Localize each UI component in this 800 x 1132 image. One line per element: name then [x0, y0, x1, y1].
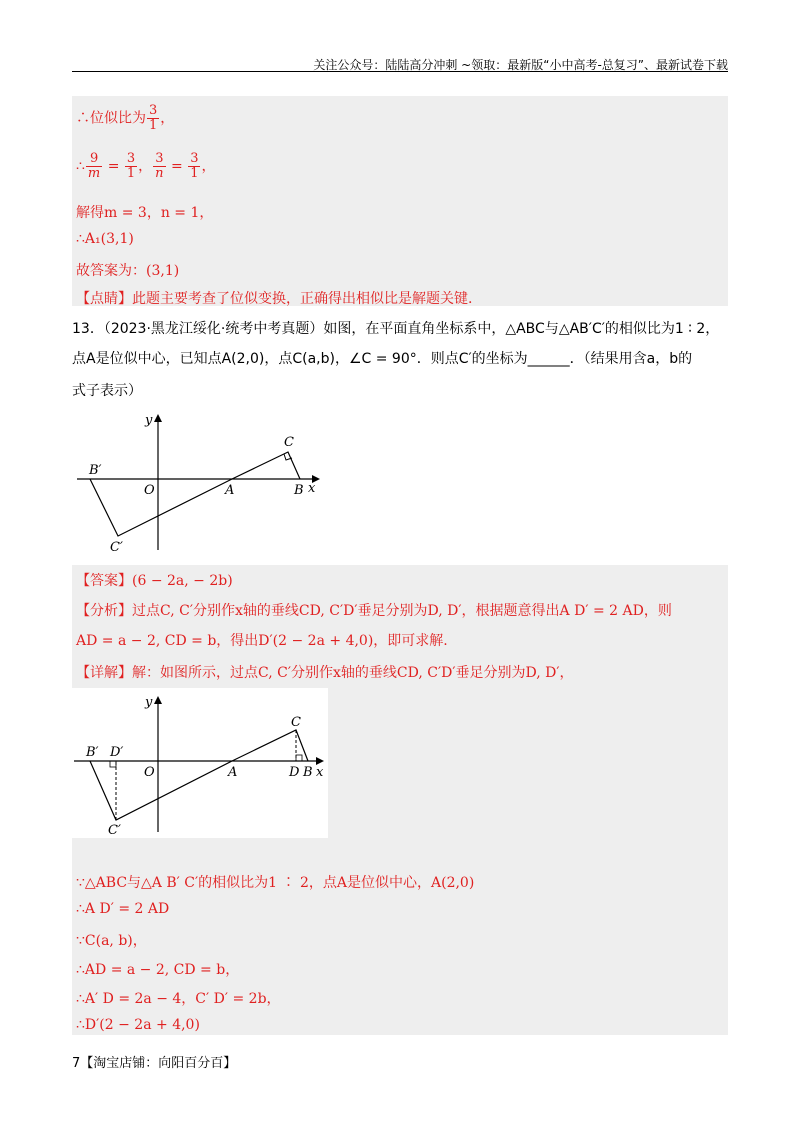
fraction-denominator: 1	[126, 166, 136, 181]
solution-step: ∵C(a, b)，	[76, 933, 147, 949]
detail-tag: 【详解】	[76, 665, 132, 681]
solve-line: 解得m = 3，n = 1，	[76, 205, 214, 221]
label-b-prime: B′	[86, 745, 99, 760]
question-line-1: 13．（2023·黑龙江绥化·统考中考真题）如图，在平面直角坐标系中，△ABC与△AB′C′的相似比为1 ∶ 2，	[72, 321, 720, 337]
detail-row	[76, 662, 574, 682]
analysis-row-2: AD = a − 2, CD = b，得出D′(2 − 2a + 4,0)，即可求解.	[76, 633, 448, 649]
answer-tag: 【答案】	[76, 573, 132, 589]
fraction-numerator: 3	[126, 151, 136, 166]
label-c-prime: C′	[110, 540, 123, 555]
detail-text: 解：如图所示，过点C, C′分别作x轴的垂线CD, C′D′垂足分别为D, D′，	[132, 665, 574, 681]
fraction-c	[153, 152, 165, 181]
label-a: A	[228, 765, 238, 780]
proportion-line: ∴ $\frac{9}{m}$ = $\frac{3}{1}$ ， $\frac{3}{n}$ = $\frac{3}{1}$ ，	[76, 151, 216, 181]
analysis-row-1	[76, 600, 672, 620]
question-line-2: 点A是位似中心，已知点A(2,0)，点C(a,b)，∠C = 90°．则点C′的坐标为______．（结果用含a，b的	[72, 351, 693, 367]
label-c-prime: C′	[108, 823, 121, 838]
answer-row	[76, 570, 233, 590]
solution-step: ∴D′(2 − 2a + 4,0)	[76, 1017, 200, 1033]
fraction-numerator: 3	[153, 152, 165, 167]
answer-text: (6 − 2a, − 2b)	[132, 573, 233, 589]
label-b: B	[303, 765, 313, 780]
comment-line	[76, 288, 472, 308]
label-b-prime: B′	[89, 463, 102, 478]
analysis-text-1: 过点C, C′分别作x轴的垂线CD, C′D′垂足分别为D, D′，根据题意得出A D′ = 2 AD，则	[132, 603, 672, 619]
label-a: A	[225, 483, 235, 498]
fraction-numerator: 9	[86, 152, 102, 167]
fraction-denominator: n	[155, 166, 164, 181]
fraction-denominator: 1	[190, 166, 199, 181]
fraction-denominator: 1	[149, 118, 158, 133]
label-d: D	[289, 765, 300, 780]
solution-step: ∵△ABC与△A B′ C′的相似比为1 ∶ 2，点A是位似中心，A(2,0)	[76, 875, 475, 891]
label-o: O	[144, 765, 155, 780]
label-b: B	[294, 483, 304, 498]
figure-2-background	[72, 688, 328, 838]
ratio-fraction	[147, 104, 159, 133]
a1-line: ∴A₁(3,1)	[76, 231, 134, 247]
solution-step: ∴A D′ = 2 AD	[76, 901, 170, 917]
label-c: C	[284, 435, 294, 450]
label-x: x	[308, 481, 316, 496]
fraction-numerator: 3	[190, 151, 199, 166]
ratio-suffix: ，	[160, 110, 175, 127]
y-axis-arrow	[154, 414, 162, 422]
figure-2	[72, 688, 328, 838]
ratio-line	[76, 104, 174, 133]
label-d-prime: D′	[110, 745, 124, 760]
figure-1	[72, 408, 342, 558]
solution-step: ∴A′ D = 2a − 4，C′ D′ = 2b，	[76, 991, 281, 1007]
label-o: O	[144, 483, 155, 498]
label-c: C	[291, 715, 301, 730]
fraction-numerator: 3	[149, 103, 158, 118]
label-y: y	[145, 413, 153, 428]
question-line-3: 式子表示）	[72, 383, 142, 399]
therefore-symbol: ∴	[76, 158, 85, 175]
header-rule	[72, 71, 728, 72]
analysis-tag: 【分析】	[76, 603, 132, 619]
label-x: x	[316, 765, 324, 780]
answer-line: 故答案为：(3,1)	[76, 263, 180, 279]
label-y: y	[145, 695, 153, 710]
fraction-b	[125, 152, 137, 181]
page-header: 关注公众号：陆陆高分冲刺 ~领取：最新版“小中高考-总复习”、最新试卷下载	[313, 58, 728, 72]
page-footer: 7【淘宝店铺：向阳百分百】	[72, 1056, 237, 1071]
comment-text: 此题主要考查了位似变换，正确得出相似比是解题关键.	[132, 291, 473, 307]
comment-tag: 【点睛】	[76, 291, 132, 307]
fraction-denominator: m	[87, 166, 101, 181]
solution-step: ∴AD = a − 2, CD = b，	[76, 962, 240, 978]
triangle-ab-c-prime	[90, 479, 235, 536]
fraction-a	[86, 152, 102, 181]
ratio-prefix: ∴位似比为	[76, 110, 146, 127]
triangle-abc	[232, 452, 300, 479]
fraction-d	[188, 152, 200, 181]
